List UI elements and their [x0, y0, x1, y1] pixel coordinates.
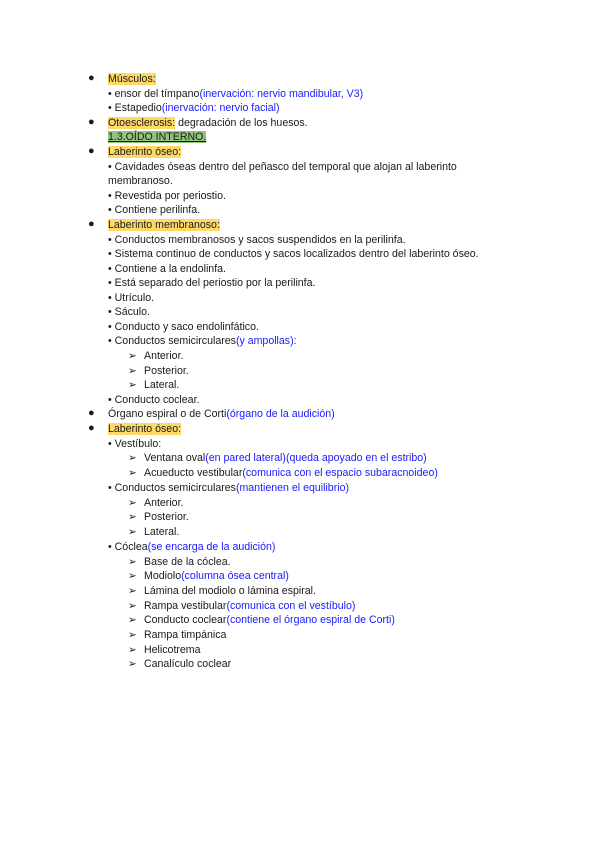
text-span: • Estapedio [108, 102, 162, 114]
note-text: (comunica con el espacio subaracnoideo) [242, 467, 438, 479]
section-label [108, 218, 220, 232]
sub-list-item [128, 466, 438, 480]
arrow-icon: ➢ [128, 614, 137, 626]
text-span: Lámina del modiolo o lámina espiral. [144, 585, 316, 597]
arrow-icon: ➢ [128, 658, 137, 670]
section-label [108, 116, 308, 130]
text-span: • Revestida por periostio. [108, 190, 226, 202]
list-item [108, 174, 173, 188]
note-text: (mantienen el equilibrio) [235, 482, 349, 494]
section-label [108, 422, 181, 436]
text-span: • Está separado del periostio por la perilinfa. [108, 277, 316, 289]
list-item [108, 437, 161, 451]
list-item [108, 203, 200, 217]
list-item [108, 189, 226, 203]
list-item [108, 247, 479, 261]
text-span: Anterior. [144, 350, 184, 362]
list-item [108, 160, 457, 174]
bullet-icon: ● [88, 116, 95, 128]
bullet-icon: ● [88, 72, 95, 84]
text-span: • Conducto coclear. [108, 394, 200, 406]
section-label [108, 72, 156, 86]
arrow-icon: ➢ [128, 585, 137, 597]
section-label [108, 145, 181, 159]
note-text: (órgano de la audición) [226, 408, 335, 420]
text-span: • Vestíbulo: [108, 438, 162, 450]
arrow-icon: ➢ [128, 556, 137, 568]
arrow-icon: ➢ [128, 629, 137, 641]
arrow-icon: ➢ [128, 467, 137, 479]
text-span: 1.3.OÍDO INTERNO. [108, 131, 207, 143]
sub-list-item [128, 525, 179, 539]
text-span: membranoso. [108, 175, 173, 187]
arrow-icon: ➢ [128, 526, 137, 538]
list-item [108, 87, 363, 101]
text-span: • Conductos membranosos y sacos suspendidos en la perilinfa. [108, 234, 406, 246]
arrow-icon: ➢ [128, 379, 137, 391]
text-span: Posterior. [144, 365, 189, 377]
text-span: • Conducto y saco endolinfático. [108, 321, 259, 333]
arrow-icon: ➢ [128, 570, 137, 582]
sub-list-item [128, 657, 231, 671]
sub-list-item [128, 569, 289, 583]
list-item [108, 407, 335, 421]
text-span: Rampa vestibular [144, 600, 227, 612]
note-text: (en pared lateral)(queda apoyado en el estribo) [205, 452, 427, 464]
text-span: • Utrículo. [108, 292, 155, 304]
sub-list-item [128, 364, 189, 378]
arrow-icon: ➢ [128, 511, 137, 523]
arrow-icon: ➢ [128, 600, 137, 612]
text-span: Rampa timpánica [144, 629, 227, 641]
bullet-icon: ● [88, 422, 95, 434]
arrow-icon: ➢ [128, 497, 137, 509]
sub-list-item [128, 628, 226, 642]
list-item [108, 305, 150, 319]
text-span: • Contiene a la endolinfa. [108, 263, 226, 275]
arrow-icon: ➢ [128, 644, 137, 656]
list-item [108, 540, 275, 554]
sub-list-item [128, 451, 427, 465]
text-span: Posterior. [144, 511, 189, 523]
list-item [108, 262, 226, 276]
text-span: Canalículo coclear [144, 658, 232, 670]
list-item [108, 320, 259, 334]
text-span: • ensor del tímpano [108, 88, 200, 100]
text-span: Órgano espiral o de Corti [108, 408, 227, 420]
text-span: Conducto coclear [144, 614, 227, 626]
sub-list-item [128, 599, 355, 613]
text-span: • Sáculo. [108, 306, 150, 318]
text-span: Ventana oval [144, 452, 206, 464]
arrow-icon: ➢ [128, 365, 137, 377]
note-text: (comunica con el vestíbulo) [226, 600, 356, 612]
bullet-icon: ● [88, 218, 95, 230]
note-text: (columna ósea central) [181, 570, 289, 582]
list-item [108, 481, 349, 495]
sub-list-item [128, 378, 179, 392]
note-text: (y ampollas): [235, 335, 297, 347]
list-item [108, 393, 199, 407]
text-span: Acueducto vestibular [144, 467, 243, 479]
text-span: • Cavidades óseas dentro del peñasco del temporal que alojan al laberinto [108, 161, 457, 173]
text-span: Laberinto óseo: [108, 423, 182, 435]
note-text: (se encarga de la audición) [147, 541, 276, 553]
list-item [108, 101, 280, 115]
section-heading [108, 130, 206, 144]
sub-list-item [128, 496, 183, 510]
text-span: • Sistema continuo de conductos y sacos localizados dentro del laberinto óseo. [108, 248, 479, 260]
note-text: (inervación: nervio facial) [161, 102, 280, 114]
note-text: (contiene el órgano espiral de Corti) [226, 614, 395, 626]
text-span: Lateral. [144, 379, 180, 391]
text-span: Base de la cóclea. [144, 556, 231, 568]
text-span: Modiolo [144, 570, 182, 582]
text-span: degradación de los huesos. [175, 117, 308, 129]
bullet-icon: ● [88, 407, 95, 419]
text-span: Helicotrema [144, 644, 201, 656]
text-span: • Contiene perilinfa. [108, 204, 201, 216]
text-span: Laberinto óseo: [108, 146, 182, 158]
sub-list-item [128, 584, 316, 598]
text-span: Laberinto membranoso: [108, 219, 220, 231]
arrow-icon: ➢ [128, 452, 137, 464]
text-span: Anterior. [144, 497, 184, 509]
sub-list-item [128, 643, 201, 657]
text-span: Lateral. [144, 526, 180, 538]
text-span: • Cóclea [108, 541, 148, 553]
bullet-icon: ● [88, 145, 95, 157]
list-item [108, 334, 297, 348]
arrow-icon: ➢ [128, 350, 137, 362]
sub-list-item [128, 613, 395, 627]
list-item [108, 233, 406, 247]
text-span: • Conductos semicirculares [108, 482, 236, 494]
sub-list-item [128, 349, 183, 363]
highlight-label: Músculos: [108, 73, 156, 85]
list-item [108, 291, 154, 305]
list-item [108, 276, 315, 290]
sub-list-item [128, 555, 231, 569]
text-span: • Conductos semicirculares [108, 335, 236, 347]
text-span: Otoesclerosis: [108, 117, 176, 129]
sub-list-item [128, 510, 189, 524]
note-text: (inervación: nervio mandibular, V3) [199, 88, 364, 100]
